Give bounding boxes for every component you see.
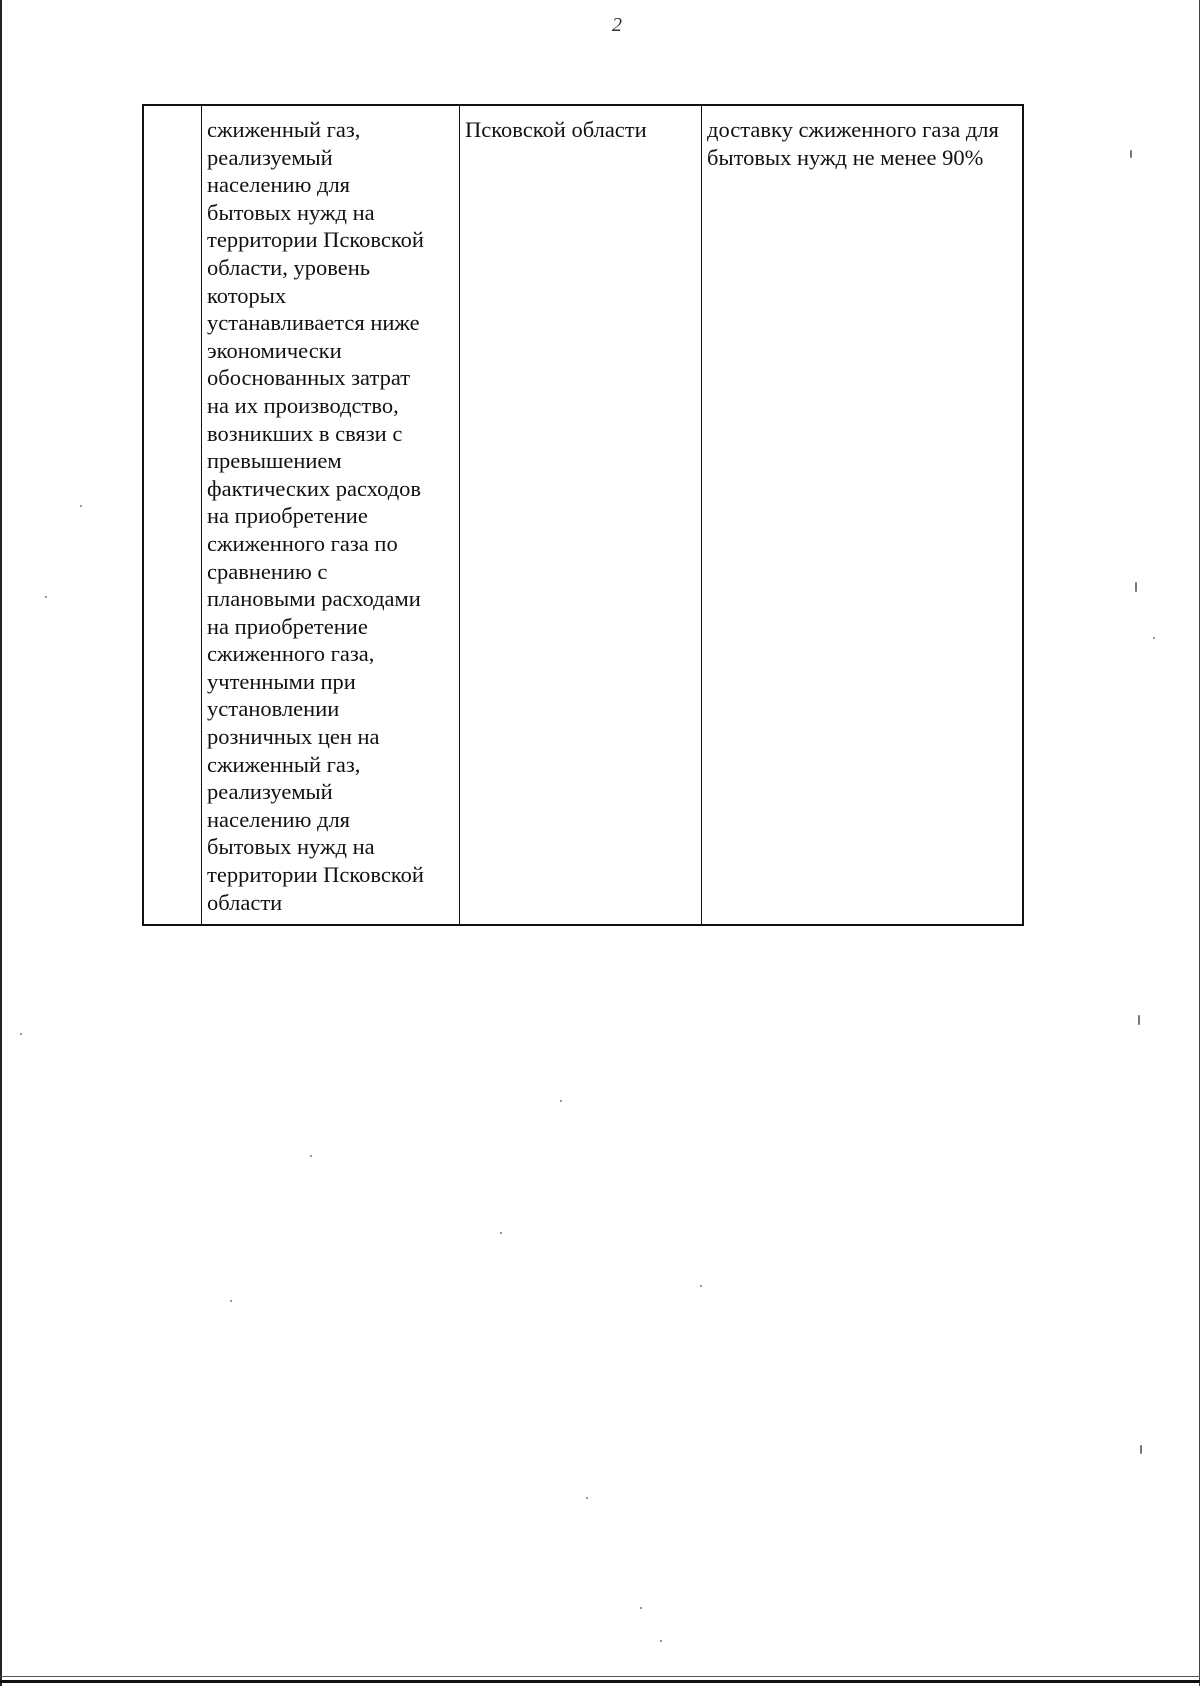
region-text: Псковской области bbox=[465, 117, 647, 142]
description-line: устанавливается ниже bbox=[207, 310, 420, 336]
scan-border-bottom-thin bbox=[0, 1676, 1200, 1677]
scan-speck bbox=[20, 1033, 22, 1035]
scan-speck bbox=[1138, 1015, 1140, 1025]
document-table bbox=[142, 104, 1024, 926]
description-line: населению для bbox=[207, 172, 351, 198]
description-line: возникших в связи с bbox=[207, 420, 403, 446]
scan-speck bbox=[660, 1640, 662, 1642]
table-row bbox=[143, 105, 1023, 925]
region-cell bbox=[460, 105, 702, 925]
description-line: области bbox=[207, 889, 283, 915]
description-cell bbox=[202, 105, 460, 925]
scan-speck bbox=[45, 596, 47, 598]
description-line: розничных цен на bbox=[207, 724, 380, 750]
scan-speck bbox=[1130, 150, 1132, 158]
target-line: доставку сжиженного газа для bbox=[707, 117, 999, 142]
scan-border-left bbox=[0, 0, 2, 1686]
description-line: реализуемый bbox=[207, 144, 333, 170]
description-line: территории Псковской bbox=[207, 227, 424, 253]
description-line: области, уровень bbox=[207, 254, 370, 280]
scan-speck bbox=[586, 1497, 588, 1499]
description-line: сжиженного газа по bbox=[207, 530, 398, 556]
scan-speck bbox=[310, 1155, 312, 1157]
scan-speck bbox=[80, 505, 82, 507]
scan-speck bbox=[640, 1607, 642, 1609]
description-line: населению для bbox=[207, 806, 351, 832]
description-line: установлении bbox=[207, 696, 340, 722]
scan-speck bbox=[700, 1285, 702, 1287]
description-line: сжиженного газа, bbox=[207, 641, 375, 667]
scan-speck bbox=[1140, 1445, 1142, 1454]
description-line: превышением bbox=[207, 448, 342, 474]
scan-speck bbox=[1153, 637, 1155, 639]
page-number: 2 bbox=[612, 14, 622, 36]
scan-speck bbox=[500, 1232, 502, 1234]
description-line: сравнению с bbox=[207, 558, 328, 584]
description-line: реализуемый bbox=[207, 779, 333, 805]
description-line: на их производство, bbox=[207, 392, 399, 418]
description-line: экономически bbox=[207, 337, 342, 363]
target-line: бытовых нужд не менее 90% bbox=[707, 144, 984, 170]
description-line: обоснованных затрат bbox=[207, 365, 411, 391]
description-line: фактических расходов bbox=[207, 475, 422, 501]
scan-speck bbox=[1135, 582, 1137, 592]
description-line: бытовых нужд на bbox=[207, 834, 375, 860]
description-line: сжиженный газ, bbox=[207, 117, 361, 142]
target-cell bbox=[702, 105, 1024, 925]
scan-speck bbox=[560, 1100, 562, 1102]
description-line: которых bbox=[207, 282, 287, 308]
description-line: на приобретение bbox=[207, 613, 368, 639]
description-line: плановыми расходами bbox=[207, 586, 421, 612]
row-number-cell bbox=[143, 105, 202, 925]
description-line: учтенными при bbox=[207, 668, 356, 694]
description-line: территории Псковской bbox=[207, 862, 424, 888]
description-line: сжиженный газ, bbox=[207, 751, 361, 777]
scan-border-bottom bbox=[0, 1680, 1200, 1683]
description-line: на приобретение bbox=[207, 503, 368, 529]
scan-speck bbox=[230, 1300, 232, 1302]
description-line: бытовых нужд на bbox=[207, 199, 375, 225]
